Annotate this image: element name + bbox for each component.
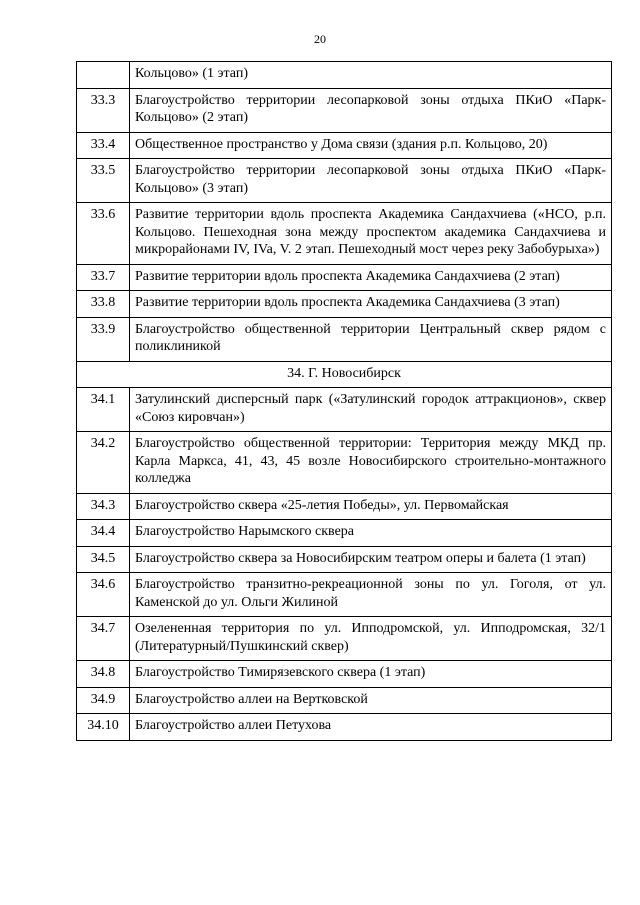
row-text: Благоустройство Нарымского сквера (130, 520, 612, 547)
table-row (77, 546, 612, 573)
table-row (77, 88, 612, 132)
row-number: 34.2 (77, 432, 130, 494)
row-text: Благоустройство общественной территории Центральный сквер рядом с поликлиникой (130, 317, 612, 361)
table-row (77, 203, 612, 265)
row-text: Благоустройство аллеи на Вертковской (130, 687, 612, 714)
row-number: 33.6 (77, 203, 130, 265)
row-text: Благоустройство общественной территории: Территория между МКД пр. Карла Маркса, 41, 43, 45 возле Новосибирского строительно-монтажного колледжа (130, 432, 612, 494)
table-row (77, 617, 612, 661)
table-row (77, 62, 612, 89)
row-text: Благоустройство транзитно-рекреационной зоны по ул. Гоголя, от ул. Каменской до ул. Ольги Жилиной (130, 573, 612, 617)
table-row (77, 132, 612, 159)
row-number: 34.4 (77, 520, 130, 547)
table-row (77, 714, 612, 741)
table-row (77, 159, 612, 203)
row-text: Озелененная территория по ул. Ипподромской, ул. Ипподромская, 32/1 (Литературный/Пушкинский сквер) (130, 617, 612, 661)
row-number: 33.9 (77, 317, 130, 361)
section-title: 34. Г. Новосибирск (77, 361, 612, 388)
row-number: 34.7 (77, 617, 130, 661)
row-text: Благоустройство Тимирязевского сквера (1 этап) (130, 661, 612, 688)
table-row (77, 520, 612, 547)
row-number: 34.5 (77, 546, 130, 573)
section-header-row (77, 361, 612, 388)
table-row (77, 493, 612, 520)
row-number: 33.4 (77, 132, 130, 159)
table-row (77, 291, 612, 318)
row-text: Развитие территории вдоль проспекта Академика Сандахчиева («НСО, р.п. Кольцово. Пешеходная зона между проспектом академика Сандахчиева и микрорайонами IV, IVa, V. 2 этап. Пешеходный мост через реку Забобурыха») (130, 203, 612, 265)
row-text: Кольцово» (1 этап) (130, 62, 612, 89)
row-text: Благоустройство аллеи Петухова (130, 714, 612, 741)
row-text: Благоустройство сквера «25-летия Победы», ул. Первомайская (130, 493, 612, 520)
row-text: Благоустройство территории лесопарковой зоны отдыха ПКиО «Парк-Кольцово» (3 этап) (130, 159, 612, 203)
row-text: Развитие территории вдоль проспекта Академика Сандахчиева (3 этап) (130, 291, 612, 318)
table-row (77, 687, 612, 714)
row-number: 34.9 (77, 687, 130, 714)
table-row (77, 388, 612, 432)
document-table (76, 61, 612, 741)
row-number: 33.7 (77, 264, 130, 291)
row-number: 33.3 (77, 88, 130, 132)
row-number (77, 62, 130, 89)
row-text: Благоустройство сквера за Новосибирским театром оперы и балета (1 этап) (130, 546, 612, 573)
table-row (77, 573, 612, 617)
row-text: Общественное пространство у Дома связи (здания р.п. Кольцово, 20) (130, 132, 612, 159)
row-text: Затулинский дисперсный парк («Затулинский городок аттракционов», сквер «Союз кировчан») (130, 388, 612, 432)
table-body (77, 62, 612, 741)
row-number: 33.5 (77, 159, 130, 203)
row-text: Развитие территории вдоль проспекта Академика Сандахчиева (2 этап) (130, 264, 612, 291)
row-number: 34.10 (77, 714, 130, 741)
table-row (77, 661, 612, 688)
row-text: Благоустройство территории лесопарковой зоны отдыха ПКиО «Парк-Кольцово» (2 этап) (130, 88, 612, 132)
table-row (77, 317, 612, 361)
table-row (77, 264, 612, 291)
row-number: 34.1 (77, 388, 130, 432)
page-number: 20 (314, 32, 326, 46)
table-row (77, 432, 612, 494)
row-number: 33.8 (77, 291, 130, 318)
row-number: 34.6 (77, 573, 130, 617)
row-number: 34.8 (77, 661, 130, 688)
row-number: 34.3 (77, 493, 130, 520)
